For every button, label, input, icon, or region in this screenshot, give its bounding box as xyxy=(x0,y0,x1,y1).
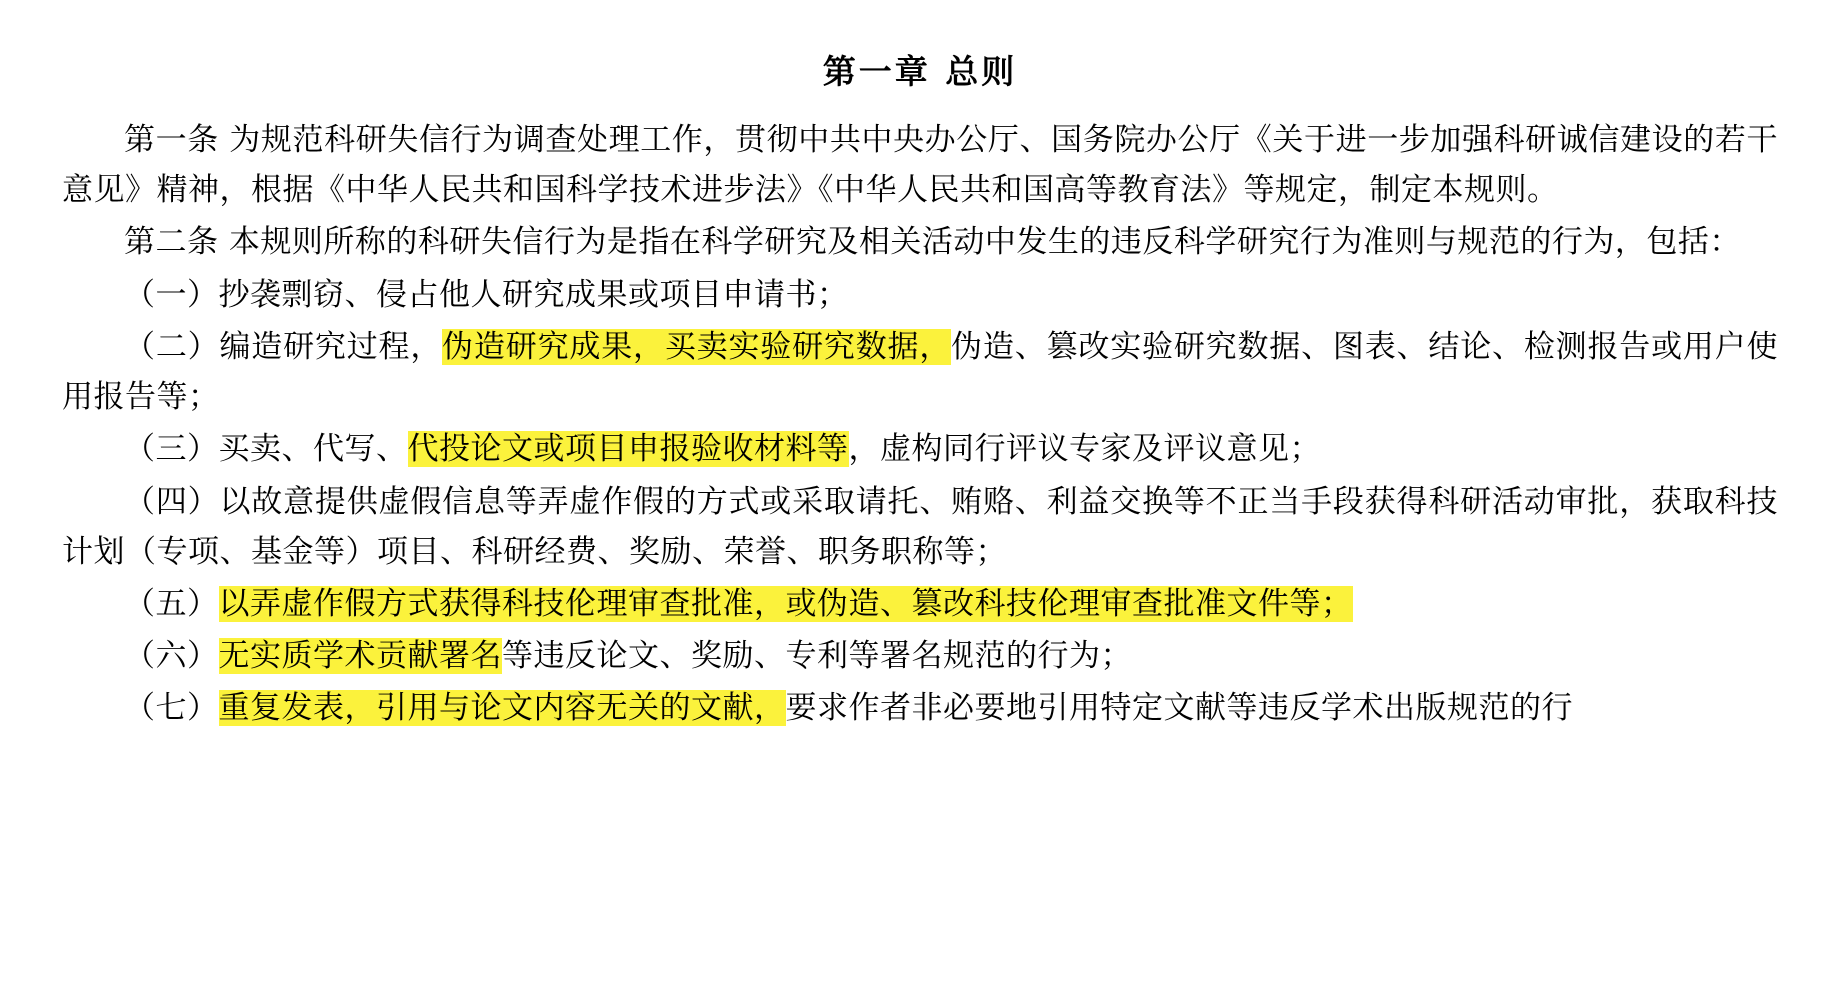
text-run: （五） xyxy=(124,585,219,622)
document-body xyxy=(62,115,1778,734)
paragraph-item-5 xyxy=(62,579,1778,629)
paragraph-article-1 xyxy=(62,115,1778,215)
paragraph-article-2 xyxy=(62,217,1778,267)
text-run: （七） xyxy=(124,690,219,727)
highlighted-text: 重复发表，引用与论文内容无关的文献， xyxy=(218,690,786,727)
highlighted-text: 代投论文或项目申报验收材料等 xyxy=(407,431,849,468)
text-run: 第二条 本规则所称的科研失信行为是指在科学研究及相关活动中发生的违反科学研究行为准则与规范的行为，包括： xyxy=(124,224,1741,261)
paragraph-item-2 xyxy=(62,322,1778,422)
paragraph-item-7 xyxy=(62,683,1778,733)
paragraph-item-4 xyxy=(62,477,1778,577)
highlighted-text: 无实质学术贡献署名 xyxy=(218,638,502,675)
highlighted-text: 以弄虚作假方式获得科技伦理审查批准，或伪造、篡改科技伦理审查批准文件等； xyxy=(218,585,1353,622)
text-run: （二）编造研究过程， xyxy=(124,328,443,365)
chapter-title: 第一章 总则 xyxy=(822,52,1018,91)
highlighted-text: 伪造研究成果，买卖实验研究数据， xyxy=(442,328,952,365)
text-run: （六） xyxy=(124,638,219,675)
text-run: （三）买卖、代写、 xyxy=(124,431,408,468)
text-run: （四）以故意提供虚假信息等弄虚作假的方式或采取请托、贿赂、利益交换等不正当手段获得科研活动审批，获取科技计划（专项、基金等）项目、科研经费、奖励、荣誉、职务职称等； xyxy=(62,483,1778,570)
text-run: 第一条 为规范科研失信行为调查处理工作，贯彻中共中央办公厅、国务院办公厅《关于进一步加强科研诚信建设的若干意见》精神，根据《中华人民共和国科学技术进步法》《中华人民共和国高等教育法》等规定，制定本规则。 xyxy=(62,122,1778,209)
text-run: ，虚构同行评议专家及评议意见； xyxy=(848,431,1321,468)
paragraph-item-3 xyxy=(62,424,1778,474)
text-run: （一）抄袭剽窃、侵占他人研究成果或项目申请书； xyxy=(124,276,849,313)
text-run: 要求作者非必要地引用特定文献等违反学术出版规范的行 xyxy=(785,690,1573,727)
text-run: 等违反论文、奖励、专利等署名规范的行为； xyxy=(502,638,1132,675)
text-run: 伪造、篡改实验研究数据、图表、结论、检测报告或用户使用报告等； xyxy=(62,328,1779,416)
paragraph-item-6 xyxy=(62,631,1778,681)
paragraph-item-1 xyxy=(62,270,1778,320)
